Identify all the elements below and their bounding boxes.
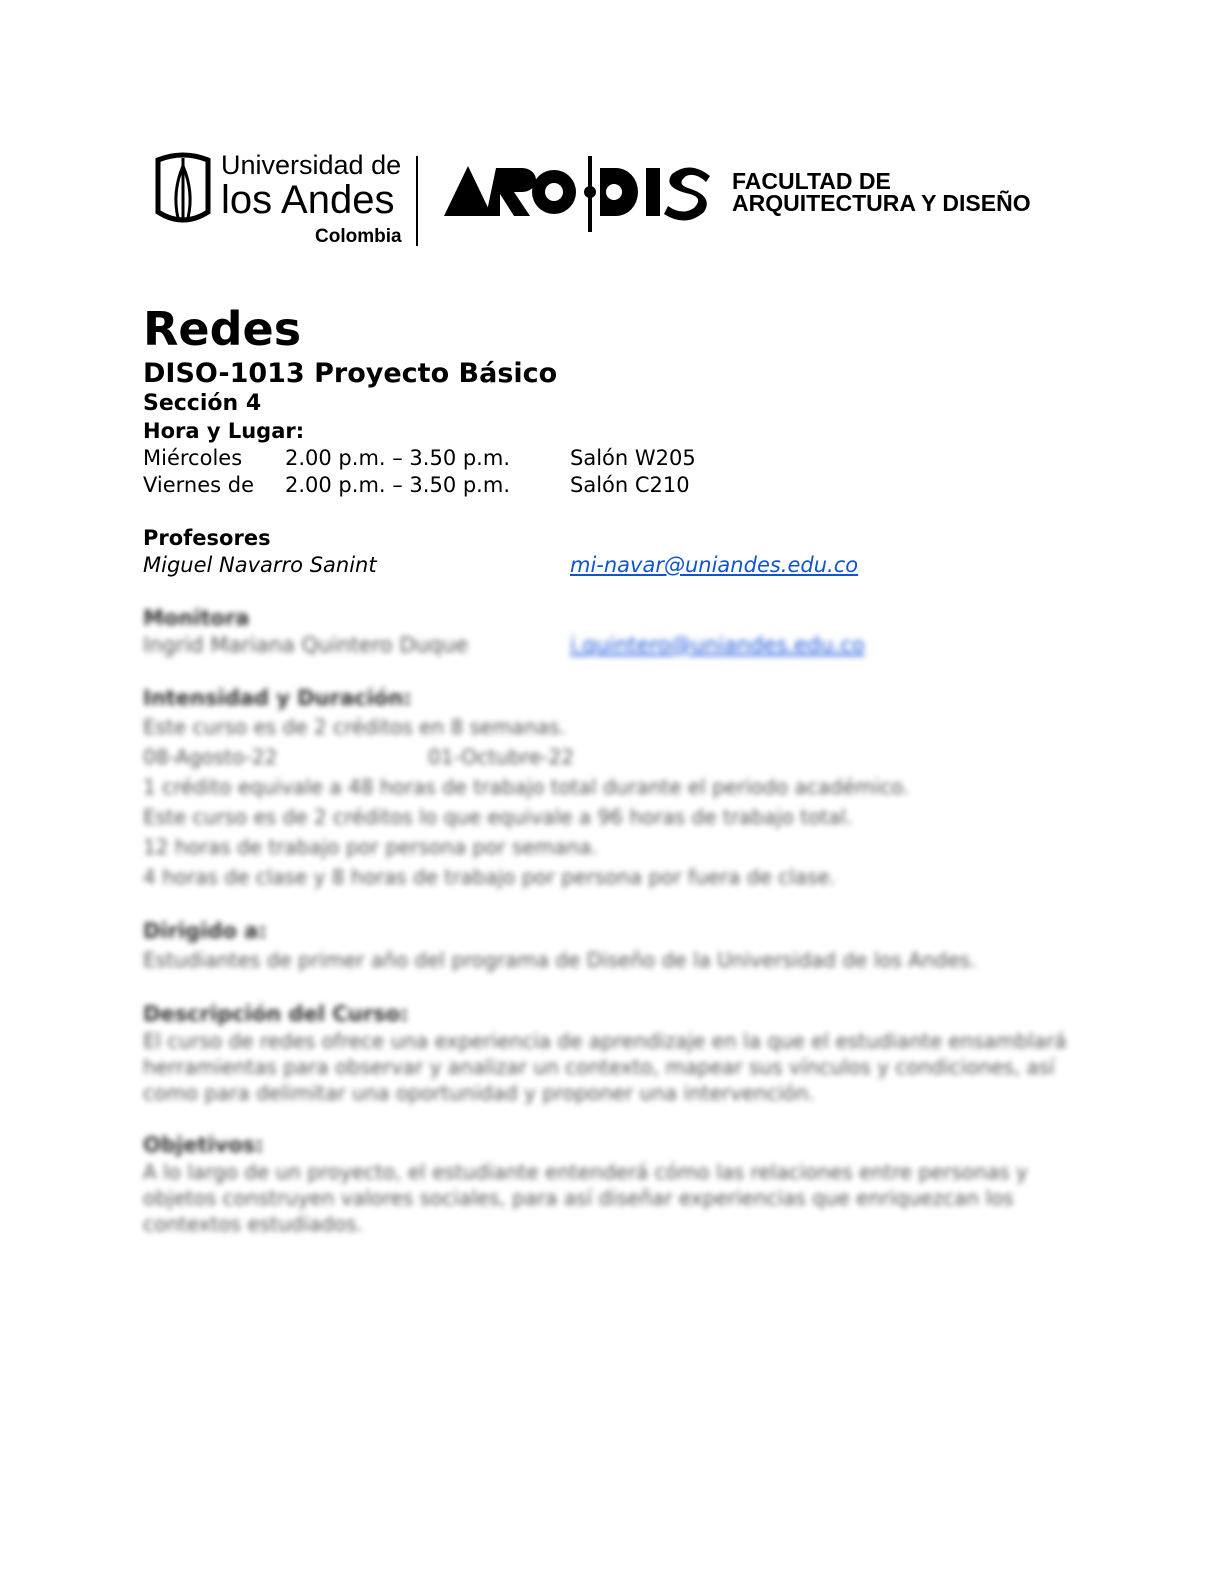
professor-row	[143, 552, 1083, 579]
start-date: 08-Agosto-22	[143, 745, 278, 769]
audience-label: Dirigido a:	[143, 919, 267, 943]
university-crest-icon	[152, 152, 214, 226]
university-name-line1: Universidad de	[221, 150, 402, 180]
professor-name: Miguel Navarro Sanint	[143, 553, 377, 577]
schedule-room: Salón W205	[570, 446, 696, 470]
faculty-name	[732, 170, 1031, 214]
faculty-name-line2: ARQUITECTURA Y DISEÑO	[732, 190, 1031, 216]
objectives-text: A lo largo de un proyecto, el estudiante entenderá cómo las relaciones entre personas y objetos construyen valores sociales, para así diseñar experiencias que enriquezcan los contextos estudiados.	[143, 1160, 1028, 1236]
schedule-day: Viernes de	[143, 473, 255, 497]
logo-divider	[416, 156, 418, 246]
schedule-row	[143, 472, 1083, 499]
course-section: Sección 4	[143, 391, 262, 416]
professor-email-link[interactable]: mi-navar@uniandes.edu.co	[570, 553, 859, 577]
course-code-name: DISO-1013 Proyecto Básico	[143, 358, 558, 389]
intensity-line: 1 crédito equivale a 48 horas de trabajo total durante el periodo académico.	[143, 775, 910, 799]
monitor-row	[143, 632, 1083, 659]
description-text: El curso de redes ofrece una experiencia de aprendizaje en la que el estudiante ensamblará herramientas para observar y analizar un contexto, mapear sus vínculos y condiciones, así como para delimitar una oportunidad y proponer una intervención.	[143, 1029, 1067, 1105]
monitor-label: Monitora	[143, 606, 250, 630]
schedule-day: Miércoles	[143, 446, 243, 470]
intensity-line: 12 horas de trabajo por persona por semana.	[143, 835, 598, 859]
dates-row	[143, 742, 1083, 772]
intensity-label: Intensidad y Duración:	[143, 686, 412, 710]
objectives-label: Objetivos:	[143, 1133, 264, 1157]
arqdis-logo	[442, 154, 722, 234]
end-date: 01-Octubre-22	[428, 745, 574, 769]
schedule-room: Salón C210	[570, 473, 690, 497]
description-label: Descripción del Curso:	[143, 1002, 409, 1026]
university-logo	[150, 150, 402, 247]
university-name-line2: los Andes	[221, 178, 395, 222]
syllabus-content	[143, 300, 1083, 1237]
monitor-email-link[interactable]: i.quintero@uniandes.edu.co	[570, 633, 865, 657]
schedule-label: Hora y Lugar:	[143, 419, 305, 443]
page-header	[150, 150, 1070, 250]
faculty-name-line1: FACULTAD DE	[732, 168, 891, 194]
course-title: Redes	[143, 302, 302, 356]
university-country: Colombia	[315, 226, 402, 247]
professors-label: Profesores	[143, 526, 271, 550]
monitor-name: Ingrid Mariana Quintero Duque	[143, 633, 469, 657]
intensity-line: 4 horas de clase y 8 horas de trabajo por persona por fuera de clase.	[143, 865, 837, 889]
schedule-row	[143, 445, 1083, 472]
blurred-content	[143, 605, 1083, 1237]
schedule-time: 2.00 p.m. – 3.50 p.m.	[285, 473, 510, 497]
intensity-line: Este curso es de 2 créditos en 8 semanas.	[143, 715, 566, 739]
schedule-time: 2.00 p.m. – 3.50 p.m.	[285, 446, 510, 470]
intensity-line: Este curso es de 2 créditos lo que equivale a 96 horas de trabajo total.	[143, 805, 853, 829]
audience-text: Estudiantes de primer año del programa de Diseño de la Universidad de los Andes.	[143, 948, 977, 972]
